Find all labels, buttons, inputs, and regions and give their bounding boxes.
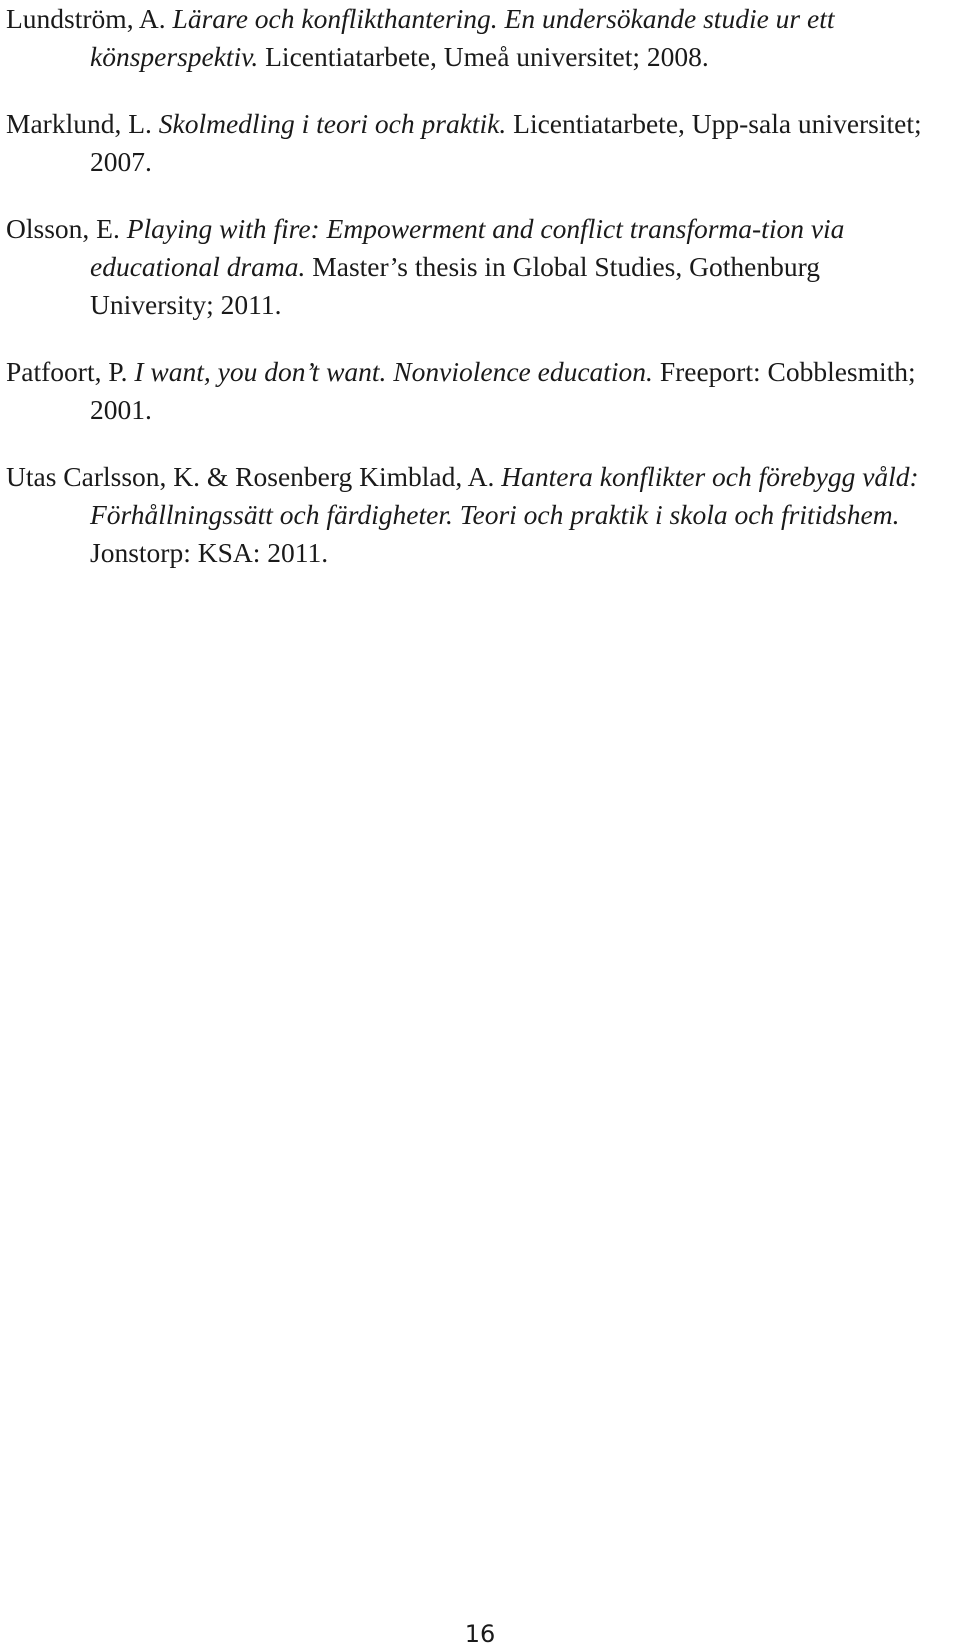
reference-entry [6, 458, 936, 572]
reference-author: Utas Carlsson, K. & Rosenberg Kimblad, A. [6, 461, 495, 492]
page-number: 16 [464, 1620, 496, 1648]
reference-author: Olsson, E. [6, 213, 120, 244]
reference-entry [6, 353, 936, 429]
reference-details: Master’s thesis in Global Studies, Gothenburg University; 2011. [90, 251, 820, 320]
reference-details: Jonstorp: KSA: 2011. [90, 537, 329, 568]
reference-title: I want, you don’t want. Nonviolence education. [134, 356, 653, 387]
reference-details: Freeport: Cobblesmith; 2001. [90, 356, 916, 425]
reference-details: Licentiatarbete, Upp-sala universitet; 2007. [90, 108, 922, 177]
reference-author: Lundström, A. [6, 3, 166, 34]
reference-title: Playing with fire: Empowerment and conflict transforma-tion via educational drama. [90, 213, 845, 282]
reference-author: Marklund, L. [6, 108, 152, 139]
reference-title: Hantera konflikter och förebygg våld: Förhållningssätt och färdigheter. Teori och praktik i skola och fritidshem. [90, 461, 919, 530]
reference-title: Lärare och konflikthantering. En undersökande studie ur ett könsperspektiv. [90, 3, 835, 72]
reference-title: Skolmedling i teori och praktik. [158, 108, 507, 139]
reference-entry [6, 0, 936, 76]
reference-details: Licentiatarbete, Umeå universitet; 2008. [265, 41, 709, 72]
reference-entry [6, 105, 936, 181]
reference-list [6, 0, 936, 601]
reference-entry [6, 210, 936, 324]
reference-author: Patfoort, P. [6, 356, 128, 387]
